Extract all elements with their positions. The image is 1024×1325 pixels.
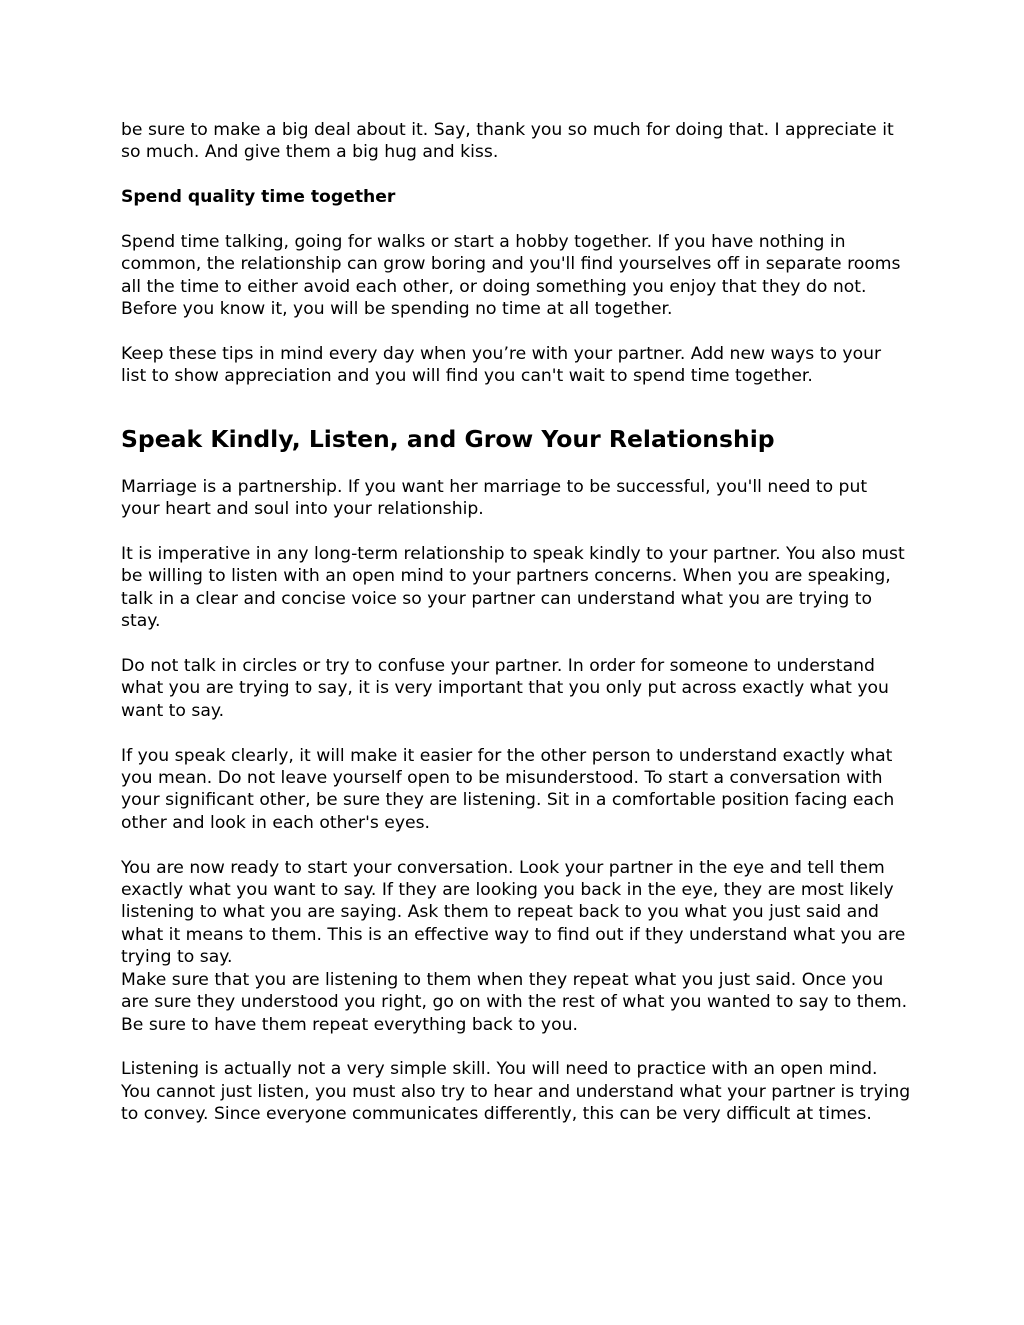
paragraph: Marriage is a partnership. If you want her marriage to be successful, you'll need to put your heart and soul into your relationship. [121, 476, 868, 520]
paragraph: Keep these tips in mind every day when you’re with your partner. Add new ways to your list to show appreciation and you will find you can't wait to spend time together. [121, 344, 882, 387]
document-page [121, 119, 911, 1148]
paragraph: Spend time talking, going for walks or start a hobby together. If you have nothing in common, the relationship can grow boring and you'll find yourselves off in separate rooms all the time to either avoid each other, or doing something you enjoy that they do not. Before you know it, you will be spending no time at all together. [121, 232, 901, 320]
paragraph: It is imperative in any long-term relationship to speak kindly to your partner. You also must be willing to listen with an open mind to your partners concerns. When you are speaking, talk in a clear and concise voice so your partner can understand what you are trying to stay. [121, 544, 905, 632]
subheading: Spend quality time together [121, 187, 396, 208]
paragraph: Listening is actually not a very simple skill. You will need to practice with an open mind. You cannot just listen, you must also try to hear and understand what your partner is trying to convey. Since everyone communicates differently, this can be very difficult at times. [121, 1059, 911, 1125]
paragraph: You are now ready to start your conversation. Look your partner in the eye and tell them exactly what you want to say. If they are looking you back in the eye, they are most likely listening to what you are saying. Ask them to repeat back to you what you just said and what it means to them. This is an effective way to find out if they understand what you are trying to say. [121, 857, 906, 968]
paragraph: If you speak clearly, it will make it easier for the other person to understand exactly what you mean. Do not leave yourself open to be misunderstood. To start a conversation with your significant other, be sure they are listening. Sit in a comfortable position facing each other and look in each other's eyes. [121, 745, 895, 833]
section-heading: Speak Kindly, Listen, and Grow Your Relationship [121, 424, 775, 453]
paragraph: Do not talk in circles or try to confuse your partner. In order for someone to understand what you are trying to say, it is very important that you only put across exactly what you want to say. [121, 656, 889, 721]
paragraph: Make sure that you are listening to them when they repeat what you just said. Once you are sure they understood you right, go on with the rest of what you wanted to say to them. Be sure to have them repeat everything back to you. [121, 969, 908, 1035]
paragraph: be sure to make a big deal about it. Say, thank you so much for doing that. I appreciate it so much. And give them a big hug and kiss. [121, 120, 894, 163]
